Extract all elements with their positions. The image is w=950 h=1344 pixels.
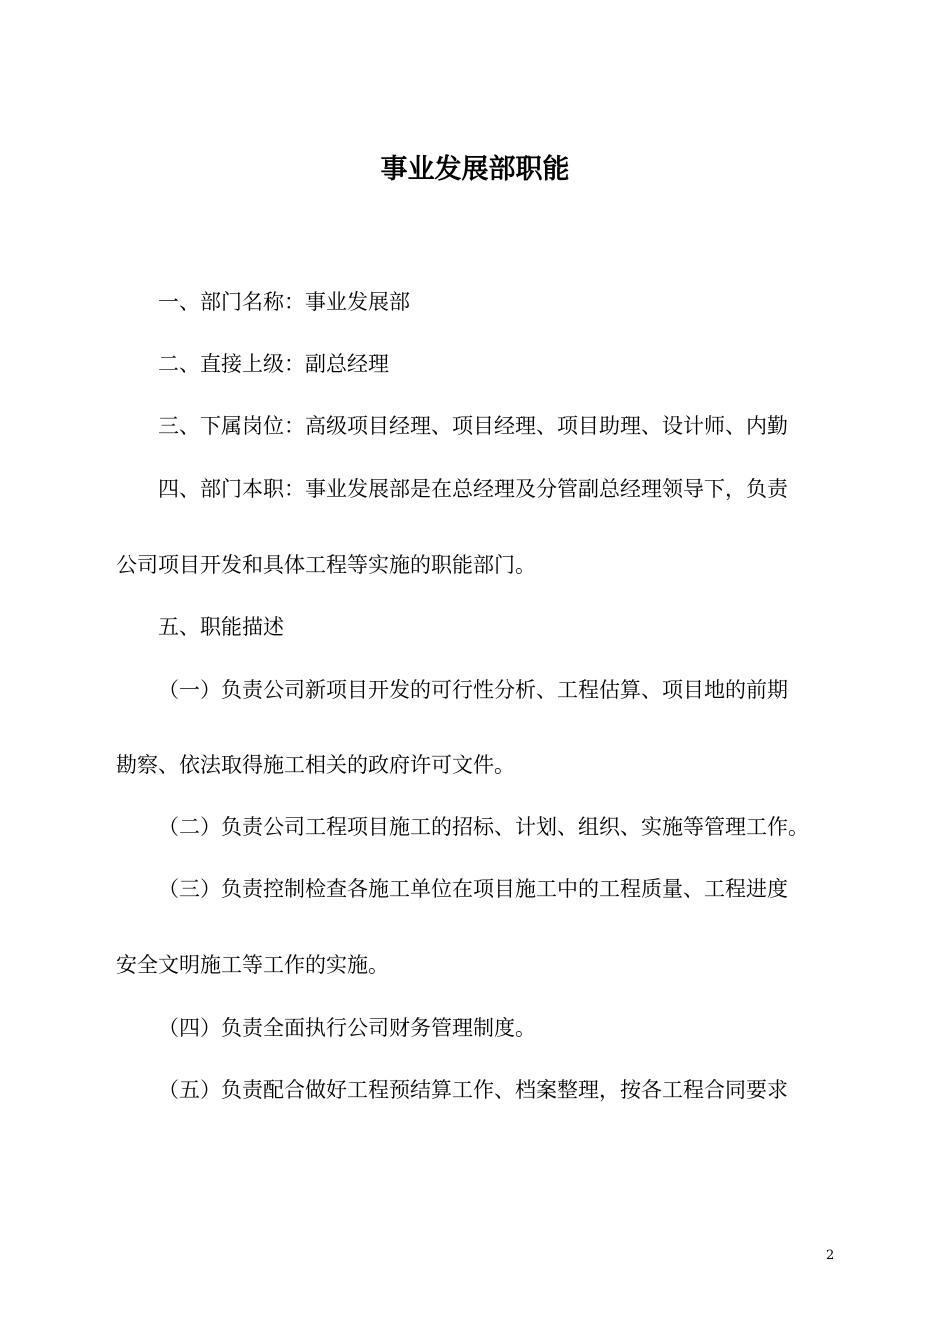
text-line: （五）负责配合做好工程预结算工作、档案整理，按各工程合同要求	[158, 1078, 788, 1102]
text-line: （一）负责公司新项目开发的可行性分析、工程估算、项目地的前期	[158, 678, 788, 702]
text-line: （三）负责控制检查各施工单位在项目施工中的工程质量、工程进度	[158, 877, 788, 901]
text-line: 勘察、依法取得施工相关的政府许可文件。	[116, 753, 515, 777]
text-line: 安全文明施工等工作的实施。	[116, 953, 389, 977]
text-line: （四）负责全面执行公司财务管理制度。	[158, 1016, 536, 1040]
text-line: 二、直接上级：副总经理	[158, 352, 389, 376]
text-line: 公司项目开发和具体工程等实施的职能部门。	[116, 553, 536, 577]
text-line: （二）负责公司工程项目施工的招标、计划、组织、实施等管理工作。	[158, 815, 809, 839]
text-line: 四、部门本职：事业发展部是在总经理及分管副总经理领导下，负责	[158, 477, 788, 501]
text-line: 五、职能描述	[158, 615, 284, 639]
text-line: 一、部门名称：事业发展部	[158, 290, 410, 314]
page-title: 事业发展部职能	[380, 154, 570, 185]
text-line: 三、下属岗位：高级项目经理、项目经理、项目助理、设计师、内勤	[158, 414, 788, 438]
page-number: 2	[826, 1248, 835, 1263]
